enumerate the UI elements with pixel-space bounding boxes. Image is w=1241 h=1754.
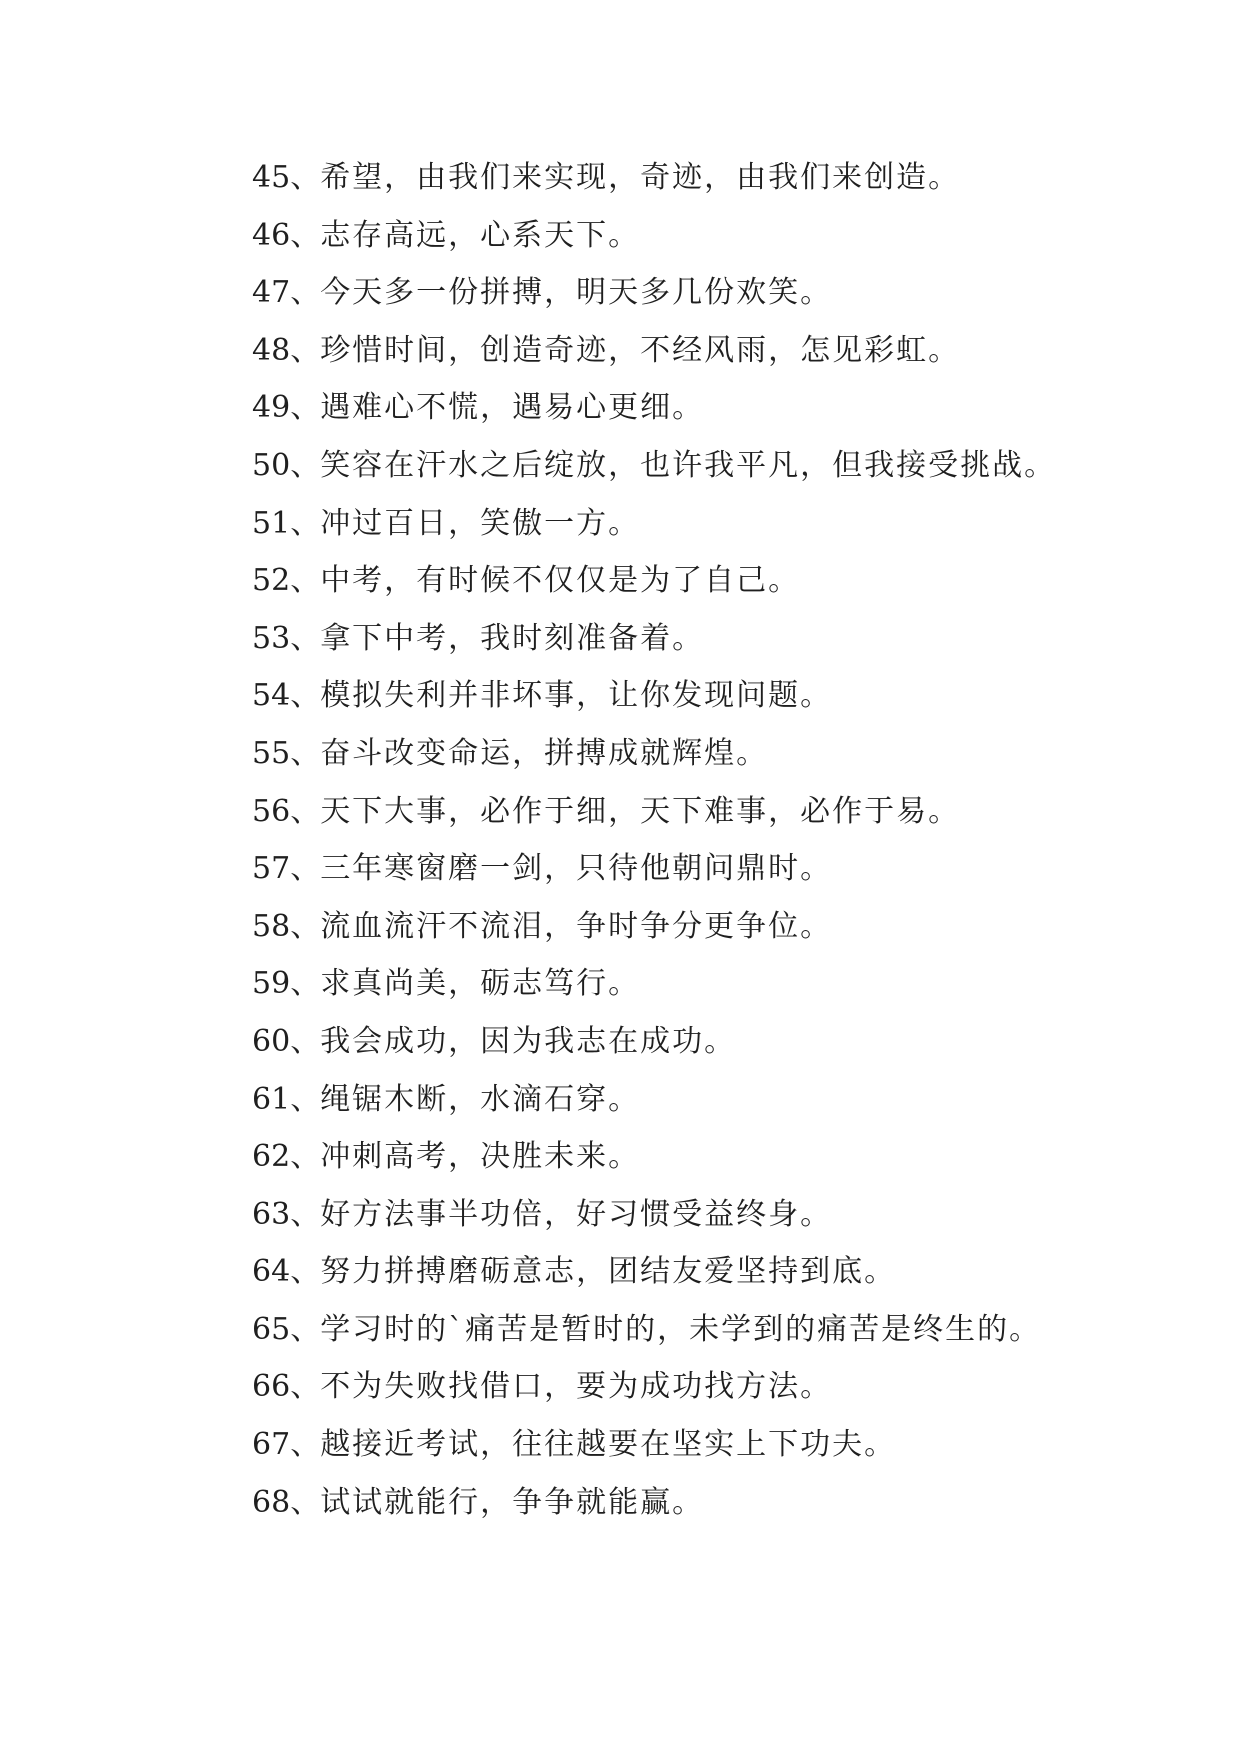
item-text: 今天多一份拼搏，明天多几份欢笑。 [320, 275, 833, 311]
item-text: 模拟失利并非坏事，让你发现问题。 [320, 678, 833, 714]
list-item [252, 678, 1056, 736]
item-text: 三年寒窗磨一剑，只待他朝问鼎时。 [320, 851, 833, 887]
item-separator: 、 [290, 217, 323, 253]
item-number: 46 [252, 217, 291, 253]
item-text: 冲过百日，笑傲一方。 [320, 505, 641, 541]
item-number: 62 [252, 1139, 291, 1175]
item-number: 65 [252, 1311, 291, 1347]
list-item [252, 909, 1056, 967]
list-item [252, 390, 1056, 448]
item-separator: 、 [290, 563, 323, 599]
item-separator: 、 [290, 678, 323, 714]
item-text: 努力拼搏磨砺意志，团结友爱坚持到底。 [320, 1254, 897, 1290]
item-text: 中考，有时候不仅仅是为了自己。 [320, 563, 801, 599]
item-text: 笑容在汗水之后绽放，也许我平凡，但我接受挑战。 [320, 447, 1057, 483]
item-number: 61 [252, 1081, 291, 1117]
item-text: 志存高远，心系天下。 [320, 217, 641, 253]
item-separator: 、 [290, 1427, 323, 1463]
item-text: 遇难心不慌，遇易心更细。 [320, 390, 705, 426]
item-number: 63 [252, 1196, 291, 1232]
item-separator: 、 [290, 160, 323, 195]
quote-list [252, 160, 1056, 1542]
item-number: 49 [252, 390, 291, 426]
item-text: 求真尚美，砺志笃行。 [320, 966, 641, 1002]
item-separator: 、 [290, 275, 323, 311]
item-text: 流血流汗不流泪，争时争分更争位。 [320, 908, 833, 944]
item-number: 52 [252, 563, 291, 599]
list-item [252, 160, 1056, 218]
item-text: 好方法事半功倍，好习惯受益终身。 [320, 1196, 833, 1232]
item-text: 我会成功，因为我志在成功。 [320, 1023, 737, 1059]
item-separator: 、 [290, 1081, 323, 1117]
item-separator: 、 [290, 793, 323, 829]
item-text: 试试就能行，争争就能赢。 [320, 1484, 705, 1520]
list-item [252, 275, 1056, 333]
list-item [252, 563, 1056, 621]
item-number: 53 [252, 620, 291, 656]
list-item [252, 448, 1056, 506]
item-number: 68 [252, 1484, 291, 1520]
list-item [252, 966, 1056, 1024]
item-separator: 、 [290, 447, 323, 483]
item-separator: 、 [290, 908, 323, 944]
item-number: 50 [252, 447, 291, 483]
item-text: 冲刺高考，决胜未来。 [320, 1139, 641, 1175]
item-number: 48 [252, 332, 291, 368]
list-item [252, 1197, 1056, 1255]
item-number: 64 [252, 1254, 291, 1290]
list-item [252, 736, 1056, 794]
item-separator: 、 [290, 1369, 323, 1405]
item-number: 47 [252, 275, 291, 311]
item-text: 奋斗改变命运，拼搏成就辉煌。 [320, 735, 769, 771]
item-text: 拿下中考，我时刻准备着。 [320, 620, 705, 656]
list-item [252, 1254, 1056, 1312]
item-text: 不为失败找借口，要为成功找方法。 [320, 1369, 833, 1405]
item-number: 45 [252, 160, 291, 195]
item-text: 希望，由我们来实现，奇迹，由我们来创造。 [320, 160, 961, 195]
item-separator: 、 [290, 851, 323, 887]
item-number: 51 [252, 505, 291, 541]
item-number: 57 [252, 851, 291, 887]
item-text: 学习时的`痛苦是暂时的，未学到的痛苦是终生的。 [320, 1311, 1042, 1347]
item-number: 56 [252, 793, 291, 829]
item-separator: 、 [290, 332, 323, 368]
item-text: 天下大事，必作于细，天下难事，必作于易。 [320, 793, 961, 829]
item-separator: 、 [290, 735, 323, 771]
list-item [252, 506, 1056, 564]
item-number: 59 [252, 966, 291, 1002]
list-item [252, 1369, 1056, 1427]
item-separator: 、 [290, 505, 323, 541]
item-text: 珍惜时间，创造奇迹，不经风雨，怎见彩虹。 [320, 332, 961, 368]
item-separator: 、 [290, 1311, 323, 1347]
list-item [252, 333, 1056, 391]
item-separator: 、 [290, 1484, 323, 1520]
item-text: 绳锯木断，水滴石穿。 [320, 1081, 641, 1117]
list-item [252, 218, 1056, 276]
list-item [252, 1485, 1056, 1543]
item-number: 55 [252, 735, 291, 771]
list-item [252, 1427, 1056, 1485]
item-number: 67 [252, 1427, 291, 1463]
list-item [252, 851, 1056, 909]
item-separator: 、 [290, 1196, 323, 1232]
item-separator: 、 [290, 620, 323, 656]
item-number: 60 [252, 1023, 291, 1059]
item-number: 66 [252, 1369, 291, 1405]
item-separator: 、 [290, 390, 323, 426]
item-separator: 、 [290, 966, 323, 1002]
item-separator: 、 [290, 1254, 323, 1290]
item-separator: 、 [290, 1023, 323, 1059]
list-item [252, 1312, 1056, 1370]
item-text: 越接近考试，往往越要在坚实上下功夫。 [320, 1427, 897, 1463]
item-number: 54 [252, 678, 291, 714]
list-item [252, 1139, 1056, 1197]
list-item [252, 1082, 1056, 1140]
list-item [252, 794, 1056, 852]
list-item [252, 621, 1056, 679]
item-separator: 、 [290, 1139, 323, 1175]
item-number: 58 [252, 908, 291, 944]
list-item [252, 1024, 1056, 1082]
